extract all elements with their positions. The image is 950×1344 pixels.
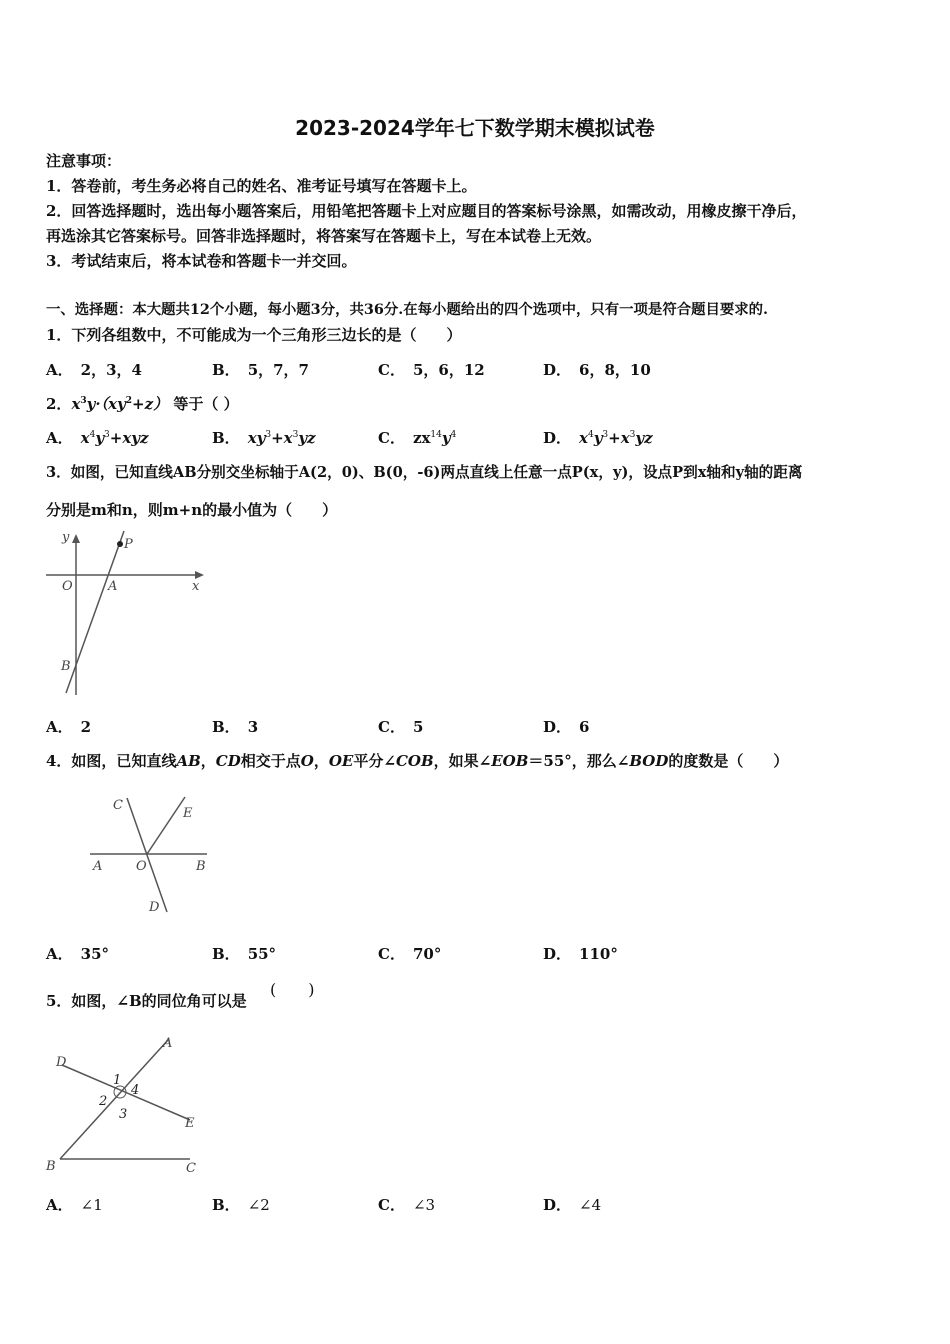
- q2-expr-exp1: 3: [80, 396, 87, 406]
- q4-bod: BOD: [629, 752, 669, 770]
- q4-comma: ，: [200, 752, 216, 770]
- q4-option-d[interactable]: [543, 944, 618, 964]
- q1-b-label: B．: [212, 361, 240, 379]
- q3-c-value: 5: [412, 718, 424, 736]
- q4-option-c[interactable]: [378, 944, 441, 964]
- q4-stem: [46, 751, 788, 771]
- q3-option-c[interactable]: [378, 717, 423, 737]
- q3-option-a[interactable]: [46, 717, 91, 737]
- q5-stem-text: 5．如图，∠B的同位角可以是: [46, 992, 247, 1010]
- q5-angle-2: 2: [99, 1094, 108, 1109]
- q3-b-value: 3: [247, 718, 259, 736]
- q2-option-d[interactable]: [543, 428, 653, 448]
- note-2-line-1: 2．回答选择题时，选出每小题答案后，用铅笔把答题卡上对应题目的答案标号涂黑，如需改动，用橡皮擦干净后，: [46, 202, 807, 220]
- q1-option-a[interactable]: [46, 360, 142, 380]
- q4-oe: OE: [328, 752, 354, 770]
- q2-d-t4: yz: [635, 429, 653, 447]
- q4-option-b[interactable]: [212, 944, 276, 964]
- q4-figure: [85, 790, 215, 920]
- q5-label-a: A: [163, 1036, 173, 1051]
- q3-figure: [40, 525, 210, 700]
- q5-a-label: A．: [46, 1196, 73, 1214]
- q2-a-t1: x: [80, 429, 90, 447]
- q3-b-label: B．: [212, 718, 240, 736]
- q4-t4: 平分∠: [353, 752, 396, 770]
- q1-c-value: 5，6，12: [412, 361, 485, 379]
- q2-b-label: B．: [212, 429, 240, 447]
- q4-t7: 的度数是（ ）: [668, 752, 789, 770]
- q4-t2: 相交于点: [240, 752, 301, 770]
- q2-expr-exp2: 2: [125, 396, 133, 406]
- q4-ray-oe: [147, 797, 185, 854]
- q2-b-e1: 3: [265, 430, 272, 440]
- q2-a-e2: 3: [104, 430, 110, 440]
- q4-o: O: [300, 752, 314, 770]
- q2-stem: [46, 394, 239, 414]
- q3-option-d[interactable]: [543, 717, 589, 737]
- q4-c-label: C．: [378, 945, 405, 963]
- q5-label-d: D: [56, 1055, 67, 1070]
- q3-label-b: B: [61, 659, 71, 674]
- q5-label-e: E: [185, 1116, 195, 1131]
- q2-a-label: A．: [46, 429, 73, 447]
- q5-a-value: ∠1: [80, 1196, 103, 1214]
- q3-option-b[interactable]: [212, 717, 258, 737]
- q5-option-c[interactable]: [378, 1195, 435, 1215]
- q2-stem-tail: 等于（ ）: [173, 395, 239, 413]
- q4-a-label: A．: [46, 945, 73, 963]
- q2-a-t3: +xyz: [109, 429, 149, 447]
- q1-b-value: 5，7，7: [247, 361, 309, 379]
- q2-a-e1: 4: [89, 430, 96, 440]
- q2-d-label: D．: [543, 429, 572, 447]
- q4-b-value: 55°: [247, 945, 277, 963]
- q3-label-o: O: [62, 579, 73, 594]
- q2-expr-x: x: [71, 395, 81, 413]
- q4-label-d: D: [149, 900, 160, 915]
- q3-label-x: x: [192, 579, 200, 594]
- section-heading: 一、选择题：本大题共12个小题，每小题3分，共36分.在每小题给出的四个选项中，只有一项是符合题目要求的.: [46, 301, 769, 318]
- q5-option-d[interactable]: [543, 1195, 601, 1215]
- q5-label-b: B: [46, 1159, 56, 1174]
- q2-b-e2: 3: [292, 430, 299, 440]
- q1-option-c[interactable]: [378, 360, 485, 380]
- q1-option-d[interactable]: [543, 360, 651, 380]
- q3-d-value: 6: [579, 718, 590, 736]
- q1-d-value: 6，8，10: [579, 361, 651, 379]
- q4-t3: ，: [313, 752, 329, 770]
- q4-label-c: C: [113, 798, 123, 813]
- q1-a-label: A．: [46, 361, 73, 379]
- q5-angle-3: 3: [119, 1107, 128, 1122]
- q5-option-a[interactable]: [46, 1195, 103, 1215]
- q5-stem: [46, 991, 247, 1011]
- q2-b-t2: +x: [271, 429, 293, 447]
- q4-cob: COB: [395, 752, 434, 770]
- q2-d-e2: 3: [602, 430, 609, 440]
- q4-label-a: A: [93, 859, 103, 874]
- q2-c-e1: 14: [430, 430, 442, 440]
- q4-t6: ＝55°，那么∠: [528, 752, 630, 770]
- q4-eob: EOB: [491, 752, 529, 770]
- q2-d-t1: x: [579, 429, 588, 447]
- q2-d-e3: 3: [629, 430, 636, 440]
- q4-line-cd: [127, 798, 167, 912]
- q2-option-a[interactable]: [46, 428, 149, 448]
- q2-number: 2．: [46, 395, 72, 413]
- q2-d-e1: 4: [587, 430, 594, 440]
- q2-c-e2: 4: [450, 430, 457, 440]
- q2-c-t1: zx: [412, 429, 431, 447]
- q5-option-b[interactable]: [212, 1195, 270, 1215]
- q5-c-value: ∠3: [412, 1196, 436, 1214]
- q2-option-c[interactable]: [378, 428, 456, 448]
- q2-b-t1: xy: [247, 429, 266, 447]
- page-title: 2023-2024学年七下数学期末模拟试卷: [295, 116, 655, 140]
- q1-option-b[interactable]: [212, 360, 309, 380]
- q4-ab: AB: [176, 752, 201, 770]
- q2-b-t3: yz: [298, 429, 316, 447]
- q4-label-o: O: [136, 859, 147, 874]
- q3-d-label: D．: [543, 718, 572, 736]
- q4-label-e: E: [183, 806, 193, 821]
- q2-expr-z: +z）: [132, 395, 169, 413]
- q3-c-label: C．: [378, 718, 405, 736]
- q3-label-y: y: [62, 530, 70, 545]
- q5-line-ba: [60, 1040, 168, 1159]
- q3-y-arrow: [72, 534, 80, 543]
- q3-stem-line-1: 3．如图，已知直线AB分别交坐标轴于A(2，0)、B(0，-6)两点直线上任意一点P(x，y)，设点P到x轴和y轴的距离: [46, 464, 803, 481]
- q2-expr-y: y·（xy: [86, 395, 126, 413]
- notes-heading: 注意事项：: [46, 152, 122, 170]
- q4-t5: ，如果∠: [433, 752, 492, 770]
- q2-c-label: C．: [378, 429, 405, 447]
- q3-line-ab: [66, 531, 124, 693]
- q4-b-label: B．: [212, 945, 240, 963]
- q1-a-value: 2，3，4: [80, 361, 142, 379]
- q4-label-b: B: [196, 859, 206, 874]
- q3-label-p: P: [124, 537, 133, 552]
- q4-cd: CD: [215, 752, 241, 770]
- q5-angle-4: 4: [131, 1083, 140, 1098]
- q5-label-c: C: [186, 1161, 196, 1176]
- q3-point-p: [117, 541, 123, 547]
- q2-option-b[interactable]: [212, 428, 316, 448]
- q4-a-value: 35°: [80, 945, 110, 963]
- q2-a-t2: y: [95, 429, 105, 447]
- q4-option-a[interactable]: [46, 944, 109, 964]
- q2-d-t3: +x: [608, 429, 630, 447]
- q3-a-label: A．: [46, 718, 73, 736]
- q5-figure: [40, 1030, 210, 1180]
- q5-b-label: B．: [212, 1196, 240, 1214]
- q4-t1: 4．如图，已知直线: [46, 752, 177, 770]
- note-2-line-2: 再选涂其它答案标号。回答非选择题时，将答案写在答题卡上，写在本试卷上无效。: [46, 227, 602, 245]
- q1-c-label: C．: [378, 361, 405, 379]
- note-1: 1．答卷前，考生务必将自己的姓名、准考证号填写在答题卡上。: [46, 177, 477, 195]
- q3-a-value: 2: [80, 718, 92, 736]
- q5-c-label: C．: [378, 1196, 405, 1214]
- q4-d-value: 110°: [579, 945, 618, 963]
- q1-stem: 1．下列各组数中，不可能成为一个三角形三边长的是（ ）: [46, 326, 462, 344]
- note-3: 3．考试结束后，将本试卷和答题卡一并交回。: [46, 252, 357, 270]
- q5-angle-1: 1: [113, 1073, 122, 1088]
- q2-d-t2: y: [593, 429, 603, 447]
- q2-c-t2: y: [441, 429, 451, 447]
- q4-c-value: 70°: [412, 945, 442, 963]
- q3-x-arrow: [195, 571, 204, 579]
- q5-b-value: ∠2: [247, 1196, 270, 1214]
- q5-d-label: D．: [543, 1196, 572, 1214]
- q1-d-label: D．: [543, 361, 572, 379]
- q3-label-a: A: [108, 579, 118, 594]
- q3-stem-line-2: 分别是m和n，则m+n的最小值为（ ）: [46, 501, 338, 519]
- q5-d-value: ∠4: [579, 1196, 602, 1214]
- q5-answer-paren: ( ): [270, 980, 315, 999]
- q4-d-label: D．: [543, 945, 572, 963]
